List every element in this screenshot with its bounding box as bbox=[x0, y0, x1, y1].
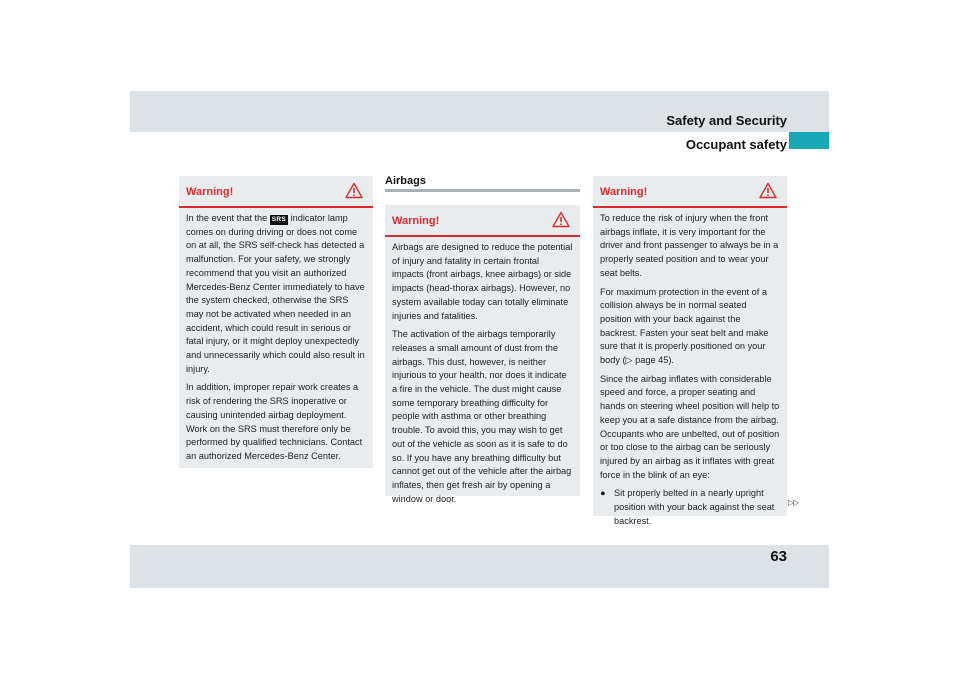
srs-indicator-icon: SRS bbox=[271, 216, 287, 223]
page-number: 63 bbox=[770, 548, 787, 565]
warning-paragraph: For maximum protection in the event of a collision always be in normal seated position with your back against the backrest. Fasten your seat belt and make sure that it is properly positioned on your body (▷ page 45). bbox=[600, 286, 769, 366]
section-heading-airbags: Airbags bbox=[385, 175, 426, 187]
text-run: In the event that the bbox=[186, 213, 270, 223]
warning-label: Warning! bbox=[186, 186, 234, 198]
footer-band bbox=[130, 545, 829, 588]
warning-triangle-icon bbox=[552, 211, 570, 228]
warning-paragraph: In addition, improper repair work creates a risk of rendering the SRS inoperative or causing unintended airbag deployment. Work on the SRS must therefore only be performed by qualified technicians. Contact an authorized Mercedes-Benz Center. bbox=[186, 382, 363, 461]
warning-paragraph bbox=[186, 212, 366, 376]
section-subtitle: Occupant safety bbox=[685, 137, 787, 152]
section-divider bbox=[385, 189, 580, 192]
warning-label: Warning! bbox=[600, 186, 648, 198]
warning-triangle-icon bbox=[345, 182, 363, 199]
warning-triangle-icon bbox=[759, 182, 777, 199]
warning-label: Warning! bbox=[392, 215, 440, 227]
bullet-icon: ● bbox=[600, 488, 606, 499]
warning-text bbox=[593, 208, 787, 528]
list-item bbox=[600, 487, 780, 528]
srs-warning-box bbox=[179, 176, 373, 468]
warning-text bbox=[385, 237, 580, 506]
warning-header bbox=[593, 176, 787, 208]
warning-paragraph: Since the airbag inflates with considerable speed and force, a proper seating and hands on steering wheel position will help to keep you at a safe distance from the airbag. Occupants who are unbelted, out of position or too close to the airbag can be seriously injured by an airbag as it inflates with great force in the blink of an eye: bbox=[600, 373, 780, 480]
chapter-title: Safety and Security bbox=[666, 113, 787, 128]
warning-header bbox=[179, 176, 373, 208]
warning-text bbox=[179, 208, 373, 464]
warning-header bbox=[385, 205, 580, 237]
airbags-warning-box bbox=[385, 205, 580, 504]
seating-warning-box bbox=[593, 176, 787, 526]
continued-arrows-icon: ▷▷ bbox=[788, 498, 799, 507]
text-run: indicator lamp comes on during driving or does not come on at all, the SRS self-check has detected a malfunction. For your safety, we strongly recommend that you visit an authorized Mercedes-Benz Center immediately to have the system checked, otherwise the SRS may not be activated when needed in an accident, which could result in serious or fatal injury, or it might deploy unexpectedly and unnecessarily which could also result in injury. bbox=[186, 213, 365, 374]
warning-paragraph: To reduce the risk of injury when the front airbags inflate, it is very important for the driver and front passenger to always be in a properly seated position and to wear your seat belts. bbox=[600, 213, 779, 278]
warning-paragraph: Airbags are designed to reduce the potential of injury and fatality in certain frontal impacts (front airbags, knee airbags) or side impacts (head-thorax airbags). However, no system available today can totally eliminate injuries and fatalities. bbox=[392, 242, 573, 321]
chapter-tab-marker bbox=[789, 132, 829, 149]
bullet-text: Sit properly belted in a nearly upright position with your back against the seat backrest. bbox=[614, 488, 775, 526]
warning-paragraph: The activation of the airbags temporarily releases a small amount of dust from the airbags. This dust, however, is neither injurious to your health, nor does it indicate a fire in the vehicle. The dust might cause some temporary breathing difficulty for people with asthma or other breathing trouble. To avoid this, you may wish to get out of the vehicle as soon as it is safe to do so. If you have any breathing difficulty but cannot get out of the vehicle after the airbag inflates, then get fresh air by opening a window or door. bbox=[392, 329, 572, 504]
